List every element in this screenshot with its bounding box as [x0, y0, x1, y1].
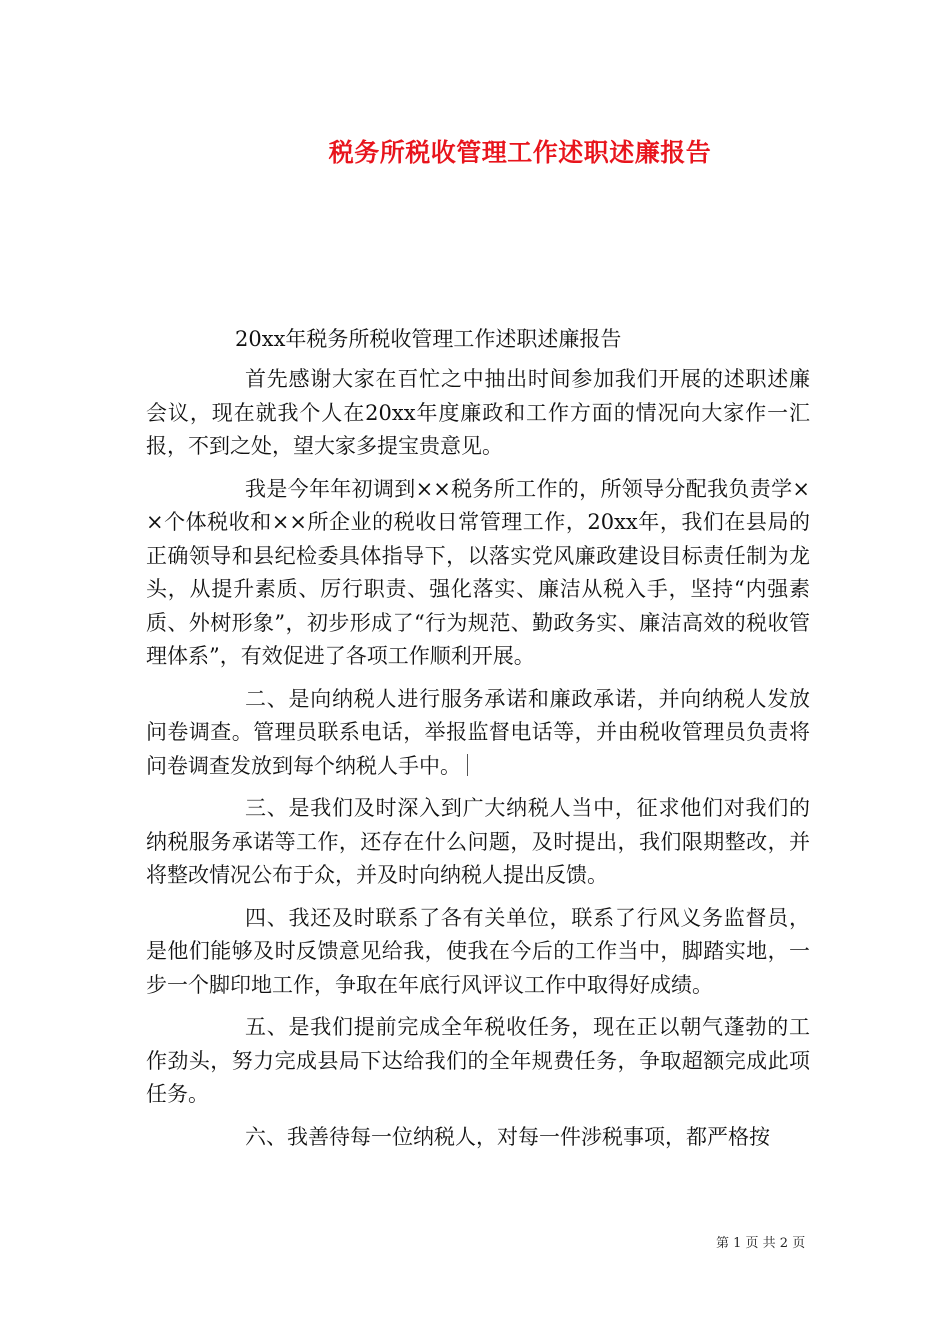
document-body: [146, 363, 810, 1163]
paragraph-item-4: [146, 902, 810, 1003]
paragraph-item-2-text: 二、是向纳税人进行服务承诺和廉政承诺，并向纳税人发放问卷调查。管理员联系电话，举报监督电话等，并由税收管理员负责将问卷调查发放到每个纳税人手中。: [146, 686, 810, 778]
paragraph-item-2: [146, 683, 810, 784]
paragraph-background-text: 我是今年年初调到××税务所工作的，所领导分配我负责学××个体税收和××所企业的税收日常管理工作，20xx年，我们在县局的正确领导和县纪检委具体指导下，以落实党风廉政建设目标责任制为龙头，从提升素质、厉行职责、强化落实、廉洁从税入手，坚持“内强素质、外树形象”，初步形成了“行为规范、勤政务实、廉洁高效的税收管理体系”，有效促进了各项工作顺利开展。: [146, 476, 810, 668]
paragraph-item-5: [146, 1011, 810, 1112]
paragraph-item-6-text: 六、我善待每一位纳税人，对每一件涉税事项，都严格按: [245, 1124, 770, 1149]
paragraph-item-5-text: 五、是我们提前完成全年税收任务，现在正以朝气蓬勃的工作劲头，努力完成县局下达给我们的全年规费任务，争取超额完成此项任务。: [146, 1015, 810, 1106]
document-subtitle: 20xx年税务所税收管理工作述职述廉报告: [235, 327, 622, 351]
paragraph-item-4-text: 四、我还及时联系了各有关单位，联系了行风义务监督员，是他们能够及时反馈意见给我，使我在今后的工作当中，脚踏实地，一步一个脚印地工作，争取在年底行风评议工作中取得好成绩。: [146, 905, 810, 997]
paragraph-item-3: [146, 792, 810, 893]
paragraph-intro-text: 首先感谢大家在百忙之中抽出时间参加我们开展的述职述廉会议，现在就我个人在20xx年度廉政和工作方面的情况向大家作一汇报，不到之处，望大家多提宝贵意见。: [146, 367, 810, 458]
document-title: 税务所税收管理工作述职述廉报告: [328, 138, 712, 167]
paragraph-intro: [146, 363, 810, 464]
paragraph-item-3-text: 三、是我们及时深入到广大纳税人当中，征求他们对我们的纳税服务承诺等工作，还存在什么问题，及时提出，我们限期整改，并将整改情况公布于众，并及时向纳税人提出反馈。: [146, 796, 810, 887]
page-number-footer: 第 1 页 共 2 页: [716, 1236, 806, 1251]
paragraph-item-6: [146, 1121, 810, 1155]
paragraph-background: [146, 473, 810, 674]
text-cursor: [467, 754, 468, 776]
